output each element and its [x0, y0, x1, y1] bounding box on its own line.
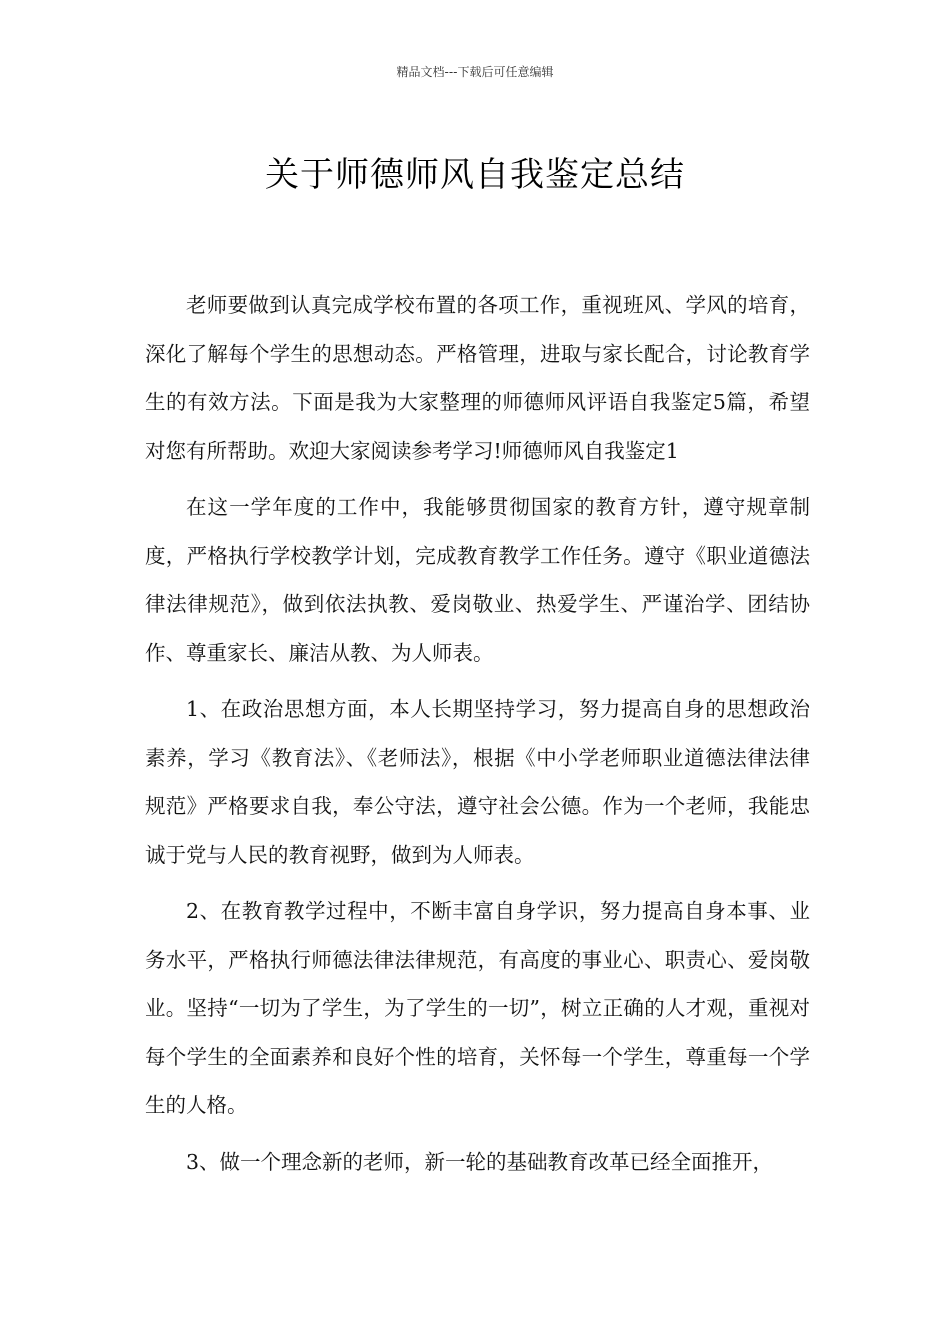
paragraph-teaching-process: 2、在教育教学过程中，不断丰富自身学识，努力提高自身本事、业务水平，严格执行师德法律法律规范，有高度的事业心、职责心、爱岗敬业。坚持“一切为了学生，为了学生的一切”，树立正确的人才观，重视对每个学生的全面素养和良好个性的培育，关怀每一个学生，尊重每一个学生的人格。: [145, 899, 810, 1117]
document-title: 关于师德师风自我鉴定总结: [265, 154, 685, 195]
paragraph-intro: 老师要做到认真完成学校布置的各项工作，重视班风、学风的培育，深化了解每个学生的思想动态。严格管理，进取与家长配合，讨论教育学生的有效方法。下面是我为大家整理的师德师风评语自我鉴定5篇，希望对您有所帮助。欢迎大家阅读参考学习!师德师风自我鉴定1: [145, 293, 810, 463]
document-body: [145, 281, 810, 1194]
paragraph-political-thought: 1、在政治思想方面，本人长期坚持学习，努力提高自身的思想政治素养，学习《教育法》、《老师法》，根据《中小学老师职业道德法律法律规范》严格要求自我，奉公守法，遵守社会公德。作为一个老师，我能忠诚于党与人民的教育视野，做到为人师表。: [145, 697, 810, 867]
header-note: 精品文档---下载后可任意编辑: [396, 65, 554, 79]
paragraph-new-ideas: 3、做一个理念新的老师，新一轮的基础教育改革已经全面推开，: [186, 1149, 774, 1174]
paragraph-overview: 在这一学年度的工作中，我能够贯彻国家的教育方针，遵守规章制度，严格执行学校教学计划，完成教育教学工作任务。遵守《职业道德法律法律规范》，做到依法执教、爱岗敬业、热爱学生、严谨治学、团结协作、尊重家长、廉洁从教、为人师表。: [145, 495, 810, 665]
